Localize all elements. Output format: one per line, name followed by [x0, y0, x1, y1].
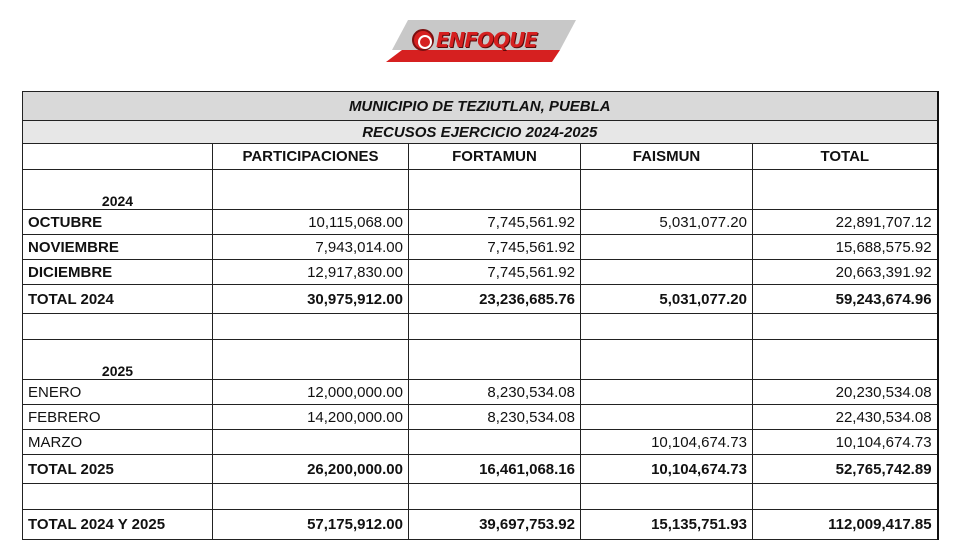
grand-total-row: [23, 510, 938, 540]
header-participaciones: PARTICIPACIONES: [213, 144, 409, 170]
table-cell: [23, 484, 213, 510]
table-cell: [213, 340, 409, 380]
table-cell: [753, 484, 938, 510]
header-label: [23, 144, 213, 170]
table-cell: [409, 484, 581, 510]
total-cell: 20,663,391.92: [753, 260, 938, 285]
header-total: TOTAL: [753, 144, 938, 170]
enfoque-logo: [384, 20, 576, 62]
faismun-cell: [581, 260, 753, 285]
month-label: NOVIEMBRE: [23, 235, 213, 260]
overall-grand-total: 112,009,417.85: [753, 510, 938, 540]
table-row: [23, 210, 938, 235]
spacer-row: [23, 484, 938, 510]
grand-total-cell: 52,765,742.89: [753, 455, 938, 484]
faismun-total: 5,031,077.20: [581, 285, 753, 314]
month-label: OCTUBRE: [23, 210, 213, 235]
faismun-cell: 10,104,674.73: [581, 430, 753, 455]
grand-total-cell: 59,243,674.96: [753, 285, 938, 314]
table-cell: [213, 484, 409, 510]
logo-text: ENFOQUE: [436, 28, 537, 52]
total-row-2024: [23, 285, 938, 314]
month-label: MARZO: [23, 430, 213, 455]
table-cell: [581, 314, 753, 340]
table-cell: [213, 314, 409, 340]
table-cell: [409, 314, 581, 340]
table-title-row: [23, 92, 938, 121]
grand-total-label: TOTAL 2024 Y 2025: [23, 510, 213, 540]
participaciones-cell: 14,200,000.00: [213, 405, 409, 430]
table-subtitle-row: [23, 121, 938, 144]
faismun-cell: [581, 235, 753, 260]
spacer-row: [23, 314, 938, 340]
total-label: TOTAL 2025: [23, 455, 213, 484]
faismun-cell: 5,031,077.20: [581, 210, 753, 235]
faismun-cell: [581, 405, 753, 430]
total-cell: 10,104,674.73: [753, 430, 938, 455]
table-row: [23, 260, 938, 285]
table-cell: [753, 170, 938, 210]
table-cell: [581, 340, 753, 380]
participaciones-cell: 7,943,014.00: [213, 235, 409, 260]
participaciones-cell: [213, 430, 409, 455]
total-label: TOTAL 2024: [23, 285, 213, 314]
fortamun-cell: 8,230,534.08: [409, 405, 581, 430]
table-cell: [409, 340, 581, 380]
fortamun-total: 16,461,068.16: [409, 455, 581, 484]
total-cell: 20,230,534.08: [753, 380, 938, 405]
faismun-cell: [581, 380, 753, 405]
month-label: FEBRERO: [23, 405, 213, 430]
total-cell: 22,891,707.12: [753, 210, 938, 235]
fortamun-cell: 7,745,561.92: [409, 235, 581, 260]
faismun-grand-total: 15,135,751.93: [581, 510, 753, 540]
participaciones-cell: 12,000,000.00: [213, 380, 409, 405]
year-label-2024: 2024: [23, 170, 213, 210]
participaciones-cell: 12,917,830.00: [213, 260, 409, 285]
fortamun-cell: 7,745,561.92: [409, 210, 581, 235]
faismun-total: 10,104,674.73: [581, 455, 753, 484]
header-faismun: FAISMUN: [581, 144, 753, 170]
participaciones-total: 26,200,000.00: [213, 455, 409, 484]
fortamun-total: 23,236,685.76: [409, 285, 581, 314]
table-cell: [753, 340, 938, 380]
table-row: [23, 405, 938, 430]
table-row: [23, 430, 938, 455]
month-label: ENERO: [23, 380, 213, 405]
fortamun-grand-total: 39,697,753.92: [409, 510, 581, 540]
table-row: [23, 380, 938, 405]
month-label: DICIEMBRE: [23, 260, 213, 285]
year-label-2025: 2025: [23, 340, 213, 380]
logo-mark: [412, 28, 537, 52]
table-title: MUNICIPIO DE TEZIUTLAN, PUEBLA: [23, 92, 938, 121]
header-fortamun: FORTAMUN: [409, 144, 581, 170]
fortamun-cell: [409, 430, 581, 455]
table-cell: [23, 314, 213, 340]
total-row-2025: [23, 455, 938, 484]
participaciones-total: 30,975,912.00: [213, 285, 409, 314]
resources-table: [22, 91, 939, 540]
table-row: [23, 235, 938, 260]
table-cell: [581, 170, 753, 210]
fortamun-cell: 7,745,561.92: [409, 260, 581, 285]
year-row-2024: [23, 170, 938, 210]
globe-icon: [412, 29, 434, 51]
total-cell: 22,430,534.08: [753, 405, 938, 430]
table-subtitle: RECUSOS EJERCICIO 2024-2025: [23, 121, 938, 144]
year-row-2025: [23, 340, 938, 380]
total-cell: 15,688,575.92: [753, 235, 938, 260]
table-cell: [753, 314, 938, 340]
fortamun-cell: 8,230,534.08: [409, 380, 581, 405]
header-row: [23, 144, 938, 170]
participaciones-grand-total: 57,175,912.00: [213, 510, 409, 540]
table-cell: [409, 170, 581, 210]
table-cell: [213, 170, 409, 210]
participaciones-cell: 10,115,068.00: [213, 210, 409, 235]
table-cell: [581, 484, 753, 510]
